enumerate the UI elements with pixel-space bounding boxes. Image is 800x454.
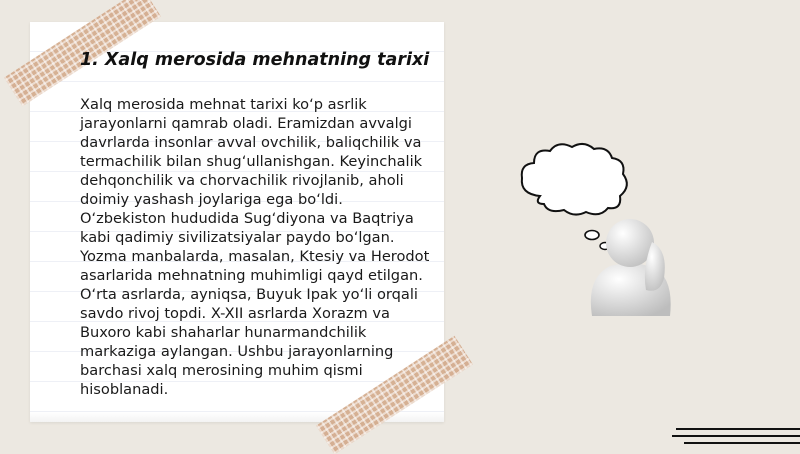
thinking-person-icon <box>512 138 692 318</box>
decorative-lines <box>672 422 800 450</box>
body-paragraph: Xalq merosida mehnat tarixi ko‘p asrlik jarayonlarni qamrab oladi. Eramizdan avvalgi davrlarda insonlar avval ovchilik, baliqchilik va termachilik bilan shug‘ullanishgan. Keyinchalik dehqonchilik va chorvachilik rivojlanib, aholi doimiy yashash joylariga ega bo‘ldi. O‘zbekiston hududida Sug‘diyona va Baqtriya kabi qadimiy sivilizatsiyalar paydo bo‘lgan. Yozma manbalarda, masalan, Ktesiy va Herodot asarlarida mehnatning muhimligi qayd etilgan. O‘rta asrlarda, ayniqsa, Buyuk Ipak yo‘li orqali savdo rivoj topdi. X-XII asrlarda Xorazm va Buxoro kabi shaharlar hunarmandchilik markaziga aylangan. Ushbu jarayonlarning barchasi xalq merosining muhim qismi hisoblanadi. <box>80 96 430 398</box>
page-title: 1. Xalq merosida mehnatning tarixi <box>80 50 430 70</box>
